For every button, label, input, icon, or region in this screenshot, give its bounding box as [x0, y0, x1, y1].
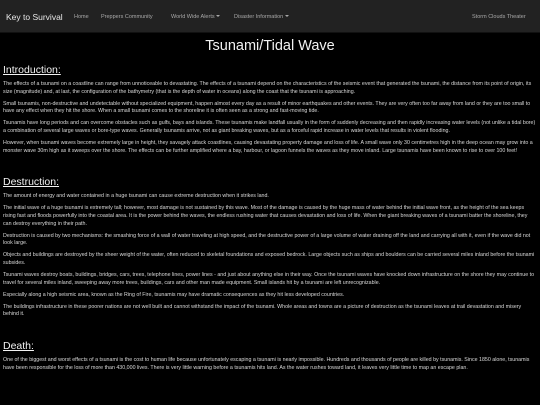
introduction-heading: Introduction:: [3, 64, 61, 76]
introduction-paragraph: Tsunamis have long periods and can overcome obstacles such as gulfs, bays and islands. These tsunamis make landfall usually in the form of suddenly decreasing and then rapidly increasing water levels (not unlike a tidal bore) a combination of several large waves or bore-type waves. Generally tsunamis arrive, not as giant breaking waves, but as a forceful rapid increase in water levels that results in violent flooding.: [3, 120, 536, 134]
introduction-paragraph: The effects of a tsunami on a coastline can range from unnoticeable to devastating. The effects of a tsunami depend on the characteristics of the seismic event that generated the tsunami, the distance from its point of origin, its size (magnitude) and, at last, the configuration of the bathymetry (that is the depth of water in oceans) along the coast that the tsunami is approaching.: [3, 81, 532, 95]
page-title: Tsunami/Tidal Wave: [205, 38, 335, 54]
nav-home-link[interactable]: Home: [74, 13, 89, 20]
destruction-paragraph: The amount of energy and water contained in a huge tsunami can cause extreme destruction when it strikes land.: [3, 193, 269, 200]
nav-disaster-information-label: Disaster Information: [234, 13, 284, 20]
introduction-paragraph: Small tsunamis, non-destructive and undetectable without specialized equipment, happen almost every day as a result of minor earthquakes and other events. They are very often too far away from land or they are too small to have any effect when they hit the shore. When a small tsunami comes to the shoreline it is often seen as a strong and fast-moving tide.: [3, 100, 531, 115]
death-heading: Death:: [3, 339, 34, 352]
destruction-heading: Destruction:: [3, 176, 60, 189]
nav-storm-clouds-theater-link[interactable]: Storm Clouds Theater: [472, 13, 526, 20]
destruction-paragraph: The buildings infrastructure in these poorer nations are not well built and cannot withstand the impact of the tsunami. Whole areas and towns are a picture of destruction as the tsunami leaves at trail devastation and misery behind it.: [3, 303, 522, 318]
nav-world-wide-alerts-label: World Wide Alerts: [171, 13, 215, 20]
navbar: [0, 0, 540, 33]
destruction-paragraph: Objects and buildings are destroyed by the sheer weight of the water, often reduced to skeletal foundations and exposed bedrock. Large objects such as ships and boulders can be carried several miles inland before the tsunami subsides.: [3, 252, 535, 266]
nav-world-wide-alerts-dropdown[interactable]: [171, 14, 220, 20]
death-paragraph: One of the biggest and worst effects of a tsunami is the cost to human life because unfortunately escaping a tsunami is nearly impossible. Hundreds and thousands of people are killed by tsunamis. Since 1850 alone, tsunamis have been responsible for the loss of more than 430,000 lives. There is very little warning before a tsunamis hits land. As the water rushes toward land, it leaves very little time to map an escape plan.: [3, 356, 530, 371]
destruction-paragraph: The initial wave of a huge tsunami is extremely tall; however, most damage is not sustained by this wave. Most of the damage is caused by the huge mass of water behind the initial wave front, as the height of the sea keeps rising fast and floods powerfully into the coastal area. It is the power behind the waves, the endless rushing water that causes devastation and loss of life. When the giant breaking waves of a tsunami batter the shoreline, they can destroy everything in their path.: [3, 205, 528, 227]
destruction-paragraph: Destruction is caused by two mechanisms: the smashing force of a wall of water traveling at high speed, and the destructive power of a large volume of water draining off the land and carrying all with it, even if the wave did not look large.: [3, 232, 531, 247]
chevron-down-icon: [216, 15, 220, 17]
destruction-paragraph: Especially along a high seismic area, known as the Ring of Fire, tsunamis may have dramatic consequences as they hit less developed countries.: [3, 291, 345, 298]
chevron-down-icon: [285, 15, 289, 17]
site-brand-link[interactable]: Key to Survival: [6, 12, 63, 22]
nav-preppers-community-link[interactable]: Preppers Community: [101, 13, 153, 20]
introduction-paragraph: However, when tsunami waves become extremely large in height, they savagely attack coastlines, causing devastating property damage and loss of life. A small wave only 30 centimetres high in the deep ocean may grow into a monster wave 30m high as it sweeps over the shore. The effects can be further amplified where a bay, harbour, or lagoon funnels the waves as they move inland. Large tsunamis have been known to rise to over 100 feet!: [3, 140, 533, 154]
nav-disaster-information-dropdown[interactable]: [234, 14, 289, 20]
destruction-paragraph: Tsunami waves destroy boats, buildings, bridges, cars, trees, telephone lines, power lines - and just about anything else in their way. Once the tsunami waves have knocked down infrastructure on the shore they may continue to travel for several miles inland, sweeping away more trees, buildings, cars and other man made equipment. Small islands hit by a tsunami are left unrecognizable.: [3, 272, 535, 286]
article-content: [0, 58, 540, 372]
